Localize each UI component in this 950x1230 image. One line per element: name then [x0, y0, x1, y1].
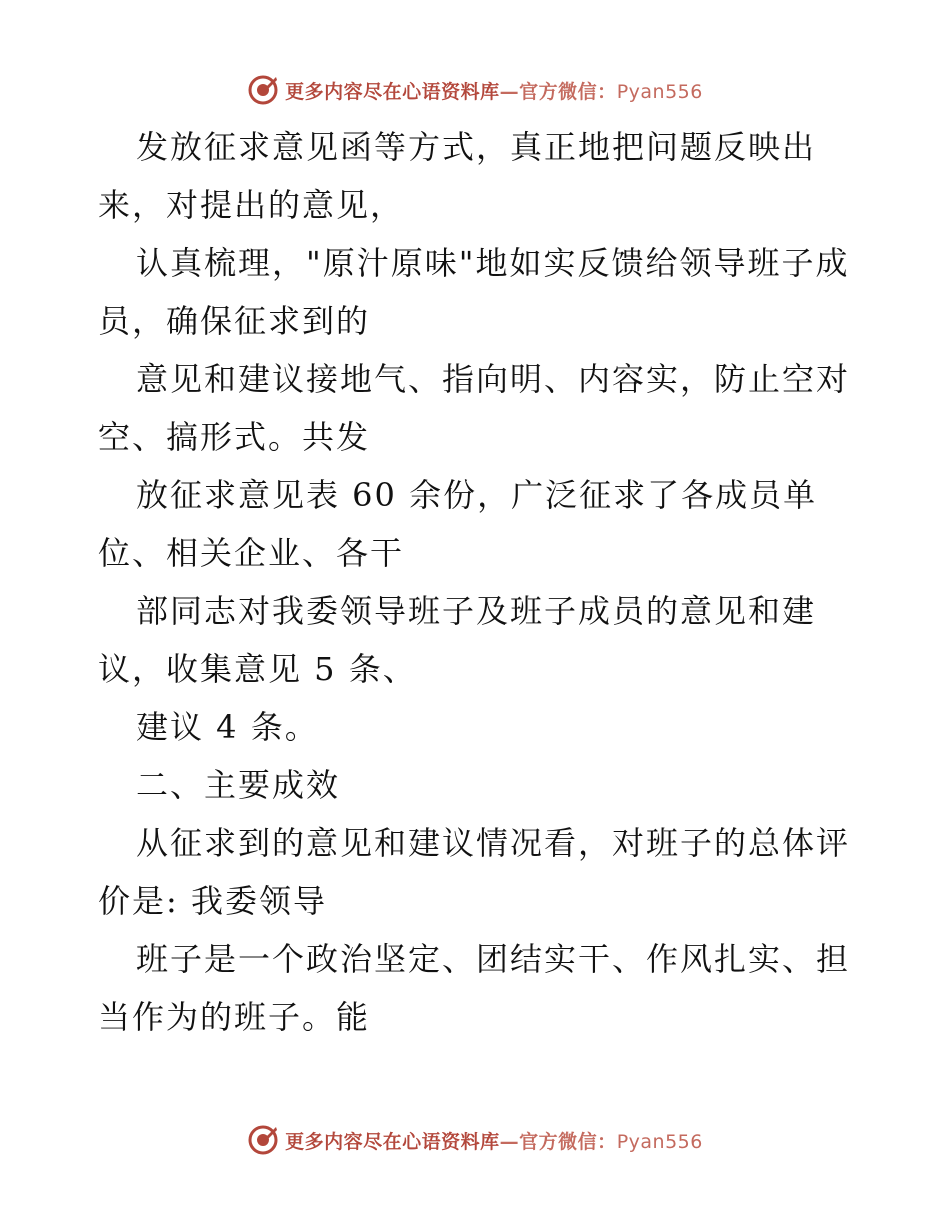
paragraph-line: 员，确保征求到的 [98, 302, 371, 340]
paragraph-line: 议，收集意见 5 条、 [98, 650, 417, 688]
watermark-text: 更多内容尽在心语资料库—官方微信：Pyan556 [285, 1130, 703, 1153]
paragraph-line: 价是: 我委领导 [98, 882, 327, 920]
paragraph-line: 来，对提出的意见， [98, 186, 405, 224]
watermark-text: 更多内容尽在心语资料库—官方微信：Pyan556 [285, 80, 703, 103]
paragraph-line: 当作为的班子。能 [98, 998, 371, 1036]
document-body [98, 118, 858, 1046]
pen-logo-icon [247, 74, 279, 106]
section-heading: 二、主要成效 [136, 766, 341, 804]
paragraph-line: 从征求到的意见和建议情况看，对班子的总体评 [136, 824, 851, 862]
paragraph-line: 空、搞形式。共发 [98, 418, 371, 456]
pen-logo-icon [247, 1124, 279, 1156]
footer-watermark [0, 1120, 950, 1160]
paragraph-line: 认真梳理，"原汁原味"地如实反馈给领导班子成 [136, 244, 850, 282]
paragraph-line: 班子是一个政治坚定、团结实干、作风扎实、担 [136, 940, 851, 978]
paragraph-line: 放征求意见表 60 余份，广泛征求了各成员单 [136, 476, 818, 514]
paragraph-line: 发放征求意见函等方式，真正地把问题反映出 [136, 128, 817, 166]
paragraph-line: 建议 4 条。 [136, 708, 319, 746]
paragraph-line: 位、相关企业、各干 [98, 534, 405, 572]
header-watermark [0, 70, 950, 110]
paragraph-line: 部同志对我委领导班子及班子成员的意见和建 [136, 592, 817, 630]
paragraph-line: 意见和建议接地气、指向明、内容实，防止空对 [136, 360, 851, 398]
